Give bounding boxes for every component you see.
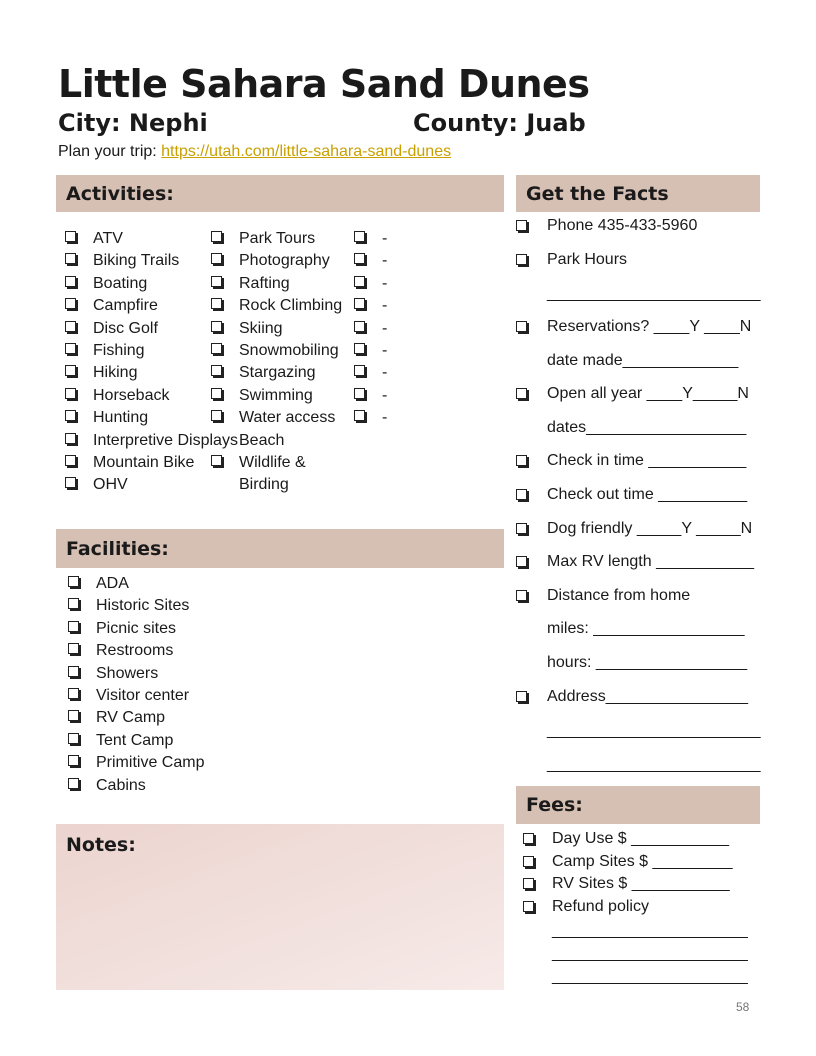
activity-label: - bbox=[382, 252, 388, 270]
plan-trip-line bbox=[58, 143, 451, 161]
activity-item bbox=[65, 295, 207, 317]
activity-item bbox=[65, 362, 207, 384]
checkbox[interactable] bbox=[68, 733, 79, 744]
city-label: City: Nephi bbox=[58, 109, 208, 137]
activity-label: Disc Golf bbox=[93, 319, 158, 337]
facility-item bbox=[68, 618, 268, 640]
activity-label: - bbox=[382, 409, 388, 427]
facility-label: Showers bbox=[96, 664, 159, 682]
activity-item bbox=[354, 295, 394, 317]
checkbox[interactable] bbox=[65, 231, 76, 242]
checkbox[interactable] bbox=[68, 576, 79, 587]
facilities-list bbox=[68, 573, 268, 797]
fees-header: Fees: bbox=[516, 786, 760, 824]
checkbox[interactable] bbox=[68, 688, 79, 699]
activity-item bbox=[354, 250, 394, 272]
checkbox[interactable] bbox=[65, 477, 76, 488]
facility-item bbox=[68, 595, 268, 617]
checkbox[interactable] bbox=[523, 878, 534, 889]
activity-label: Hiking bbox=[93, 364, 138, 382]
checkbox[interactable] bbox=[68, 643, 79, 654]
activity-item bbox=[354, 340, 394, 362]
activity-item bbox=[354, 362, 394, 384]
activity-item bbox=[211, 407, 351, 452]
facility-label: RV Camp bbox=[96, 709, 166, 727]
checkbox[interactable] bbox=[65, 298, 76, 309]
activity-item bbox=[65, 474, 207, 496]
activity-label: Hunting bbox=[93, 409, 149, 427]
activity-label: Photography bbox=[239, 252, 330, 270]
checkbox[interactable] bbox=[65, 410, 76, 421]
activity-label: Campfire bbox=[93, 297, 158, 315]
activity-item bbox=[354, 407, 394, 429]
checkbox[interactable] bbox=[211, 388, 222, 399]
activity-item bbox=[65, 340, 207, 362]
checkbox[interactable] bbox=[354, 410, 365, 421]
activity-label: Wildlife & Birding bbox=[239, 454, 306, 494]
checkbox[interactable] bbox=[516, 691, 527, 702]
activity-item bbox=[354, 385, 394, 407]
activity-item bbox=[211, 273, 351, 295]
checkbox[interactable] bbox=[65, 343, 76, 354]
activity-label: - bbox=[382, 297, 388, 315]
checkbox[interactable] bbox=[65, 253, 76, 264]
activity-label: - bbox=[382, 364, 388, 382]
activity-label: Water access Beach bbox=[239, 409, 336, 449]
activity-label: Stargazing bbox=[239, 364, 316, 382]
checkbox[interactable] bbox=[354, 365, 365, 376]
activity-label: - bbox=[382, 319, 388, 337]
activity-item bbox=[65, 385, 207, 407]
checkbox[interactable] bbox=[211, 410, 222, 421]
checkbox[interactable] bbox=[354, 343, 365, 354]
activity-label: - bbox=[382, 342, 388, 360]
facility-item bbox=[68, 685, 268, 707]
activity-label: Swimming bbox=[239, 386, 313, 404]
activity-item bbox=[211, 362, 351, 384]
page-number: 58 bbox=[736, 1000, 750, 1014]
activities-column-2 bbox=[211, 228, 351, 497]
facilities-header: Facilities: bbox=[56, 529, 504, 568]
activity-item bbox=[354, 273, 394, 295]
county-label: County: Juab bbox=[413, 109, 586, 137]
activities-column-1 bbox=[65, 228, 238, 497]
facility-label: Visitor center bbox=[96, 687, 190, 705]
checkbox[interactable] bbox=[354, 298, 365, 309]
checkbox[interactable] bbox=[354, 253, 365, 264]
facility-item bbox=[68, 775, 268, 797]
facility-label: Cabins bbox=[96, 776, 146, 794]
facility-item bbox=[68, 640, 268, 662]
checkbox[interactable] bbox=[354, 388, 365, 399]
activity-label: - bbox=[382, 274, 388, 292]
activity-item bbox=[65, 452, 207, 474]
checkbox[interactable] bbox=[516, 523, 527, 534]
plan-trip-link[interactable]: https://utah.com/little-sahara-sand-dunes bbox=[161, 143, 452, 160]
facility-label: ADA bbox=[96, 575, 129, 592]
activity-label: Horseback bbox=[93, 386, 170, 404]
checkbox[interactable] bbox=[211, 455, 222, 466]
facility-item bbox=[68, 730, 268, 752]
facts-header: Get the Facts bbox=[516, 175, 760, 212]
activity-label: OHV bbox=[93, 476, 128, 494]
activities-column-3 bbox=[354, 228, 394, 430]
facility-label: Primitive Camp bbox=[96, 754, 205, 772]
checkbox[interactable] bbox=[68, 598, 79, 609]
activity-item bbox=[65, 250, 207, 272]
facility-label: Tent Camp bbox=[96, 731, 174, 749]
activity-label: Park Tours bbox=[239, 230, 316, 247]
activity-item bbox=[354, 228, 394, 250]
checkbox[interactable] bbox=[516, 388, 527, 399]
checkbox[interactable] bbox=[516, 254, 527, 265]
checkbox[interactable] bbox=[65, 365, 76, 376]
checkbox[interactable] bbox=[516, 455, 527, 466]
checkbox[interactable] bbox=[354, 276, 365, 287]
checkbox[interactable] bbox=[211, 298, 222, 309]
activity-item bbox=[65, 430, 238, 452]
checkbox[interactable] bbox=[516, 220, 527, 231]
facility-label: Picnic sites bbox=[96, 619, 177, 637]
facility-item bbox=[68, 573, 268, 595]
activity-label: ATV bbox=[93, 230, 123, 247]
checkbox[interactable] bbox=[516, 556, 527, 567]
checkbox[interactable] bbox=[516, 321, 527, 332]
activity-label: Fishing bbox=[93, 342, 145, 360]
checkbox[interactable] bbox=[65, 321, 76, 332]
checkbox[interactable] bbox=[211, 343, 222, 354]
checkbox[interactable] bbox=[516, 489, 527, 500]
page-title: Little Sahara Sand Dunes bbox=[58, 62, 590, 106]
activity-label: Interpretive Displays bbox=[93, 431, 238, 449]
activity-label: Snowmobiling bbox=[239, 342, 339, 360]
activity-label: Mountain Bike bbox=[93, 454, 195, 472]
activity-label: Skiing bbox=[239, 319, 283, 337]
activity-item bbox=[211, 228, 351, 250]
checkbox[interactable] bbox=[523, 901, 534, 912]
activity-item bbox=[65, 318, 207, 340]
checkbox[interactable] bbox=[211, 231, 222, 242]
activity-label: Boating bbox=[93, 274, 148, 292]
activity-item bbox=[211, 318, 351, 340]
facility-item bbox=[68, 752, 268, 774]
checkbox[interactable] bbox=[523, 833, 534, 844]
checkbox[interactable] bbox=[68, 778, 79, 789]
activity-label: Rafting bbox=[239, 274, 290, 292]
notes-header: Notes: bbox=[66, 834, 136, 856]
activity-item bbox=[211, 385, 351, 407]
activity-item bbox=[354, 318, 394, 340]
activity-label: Biking Trails bbox=[93, 252, 180, 270]
notes-box[interactable] bbox=[56, 824, 504, 990]
checkbox[interactable] bbox=[65, 455, 76, 466]
activity-item bbox=[65, 228, 207, 250]
activities-header: Activities: bbox=[56, 175, 504, 212]
checkbox[interactable] bbox=[516, 590, 527, 601]
plan-trip-label: Plan your trip: bbox=[58, 143, 162, 160]
facility-label: Historic Sites bbox=[96, 597, 190, 615]
activity-item bbox=[65, 407, 207, 429]
facility-item bbox=[68, 707, 268, 729]
activity-item bbox=[211, 295, 351, 317]
checkbox[interactable] bbox=[65, 388, 76, 399]
activity-item bbox=[211, 452, 351, 497]
checkbox[interactable] bbox=[65, 433, 76, 444]
activity-label: - bbox=[382, 386, 388, 404]
checkbox[interactable] bbox=[354, 231, 365, 242]
checkbox[interactable] bbox=[211, 321, 222, 332]
activity-label: Rock Climbing bbox=[239, 297, 343, 315]
checkbox[interactable] bbox=[211, 253, 222, 264]
facility-item bbox=[68, 663, 268, 685]
checkbox[interactable] bbox=[68, 710, 79, 721]
checkbox[interactable] bbox=[68, 621, 79, 632]
checkbox[interactable] bbox=[65, 276, 76, 287]
checkbox[interactable] bbox=[211, 276, 222, 287]
activity-item bbox=[65, 273, 207, 295]
activity-item bbox=[211, 250, 351, 272]
facility-label: Restrooms bbox=[96, 642, 174, 660]
checkbox[interactable] bbox=[68, 755, 79, 766]
checkbox[interactable] bbox=[68, 666, 79, 677]
checkbox[interactable] bbox=[354, 321, 365, 332]
checkbox[interactable] bbox=[211, 365, 222, 376]
checkbox[interactable] bbox=[523, 856, 534, 867]
activity-item bbox=[211, 340, 351, 362]
activity-label: - bbox=[382, 230, 388, 247]
